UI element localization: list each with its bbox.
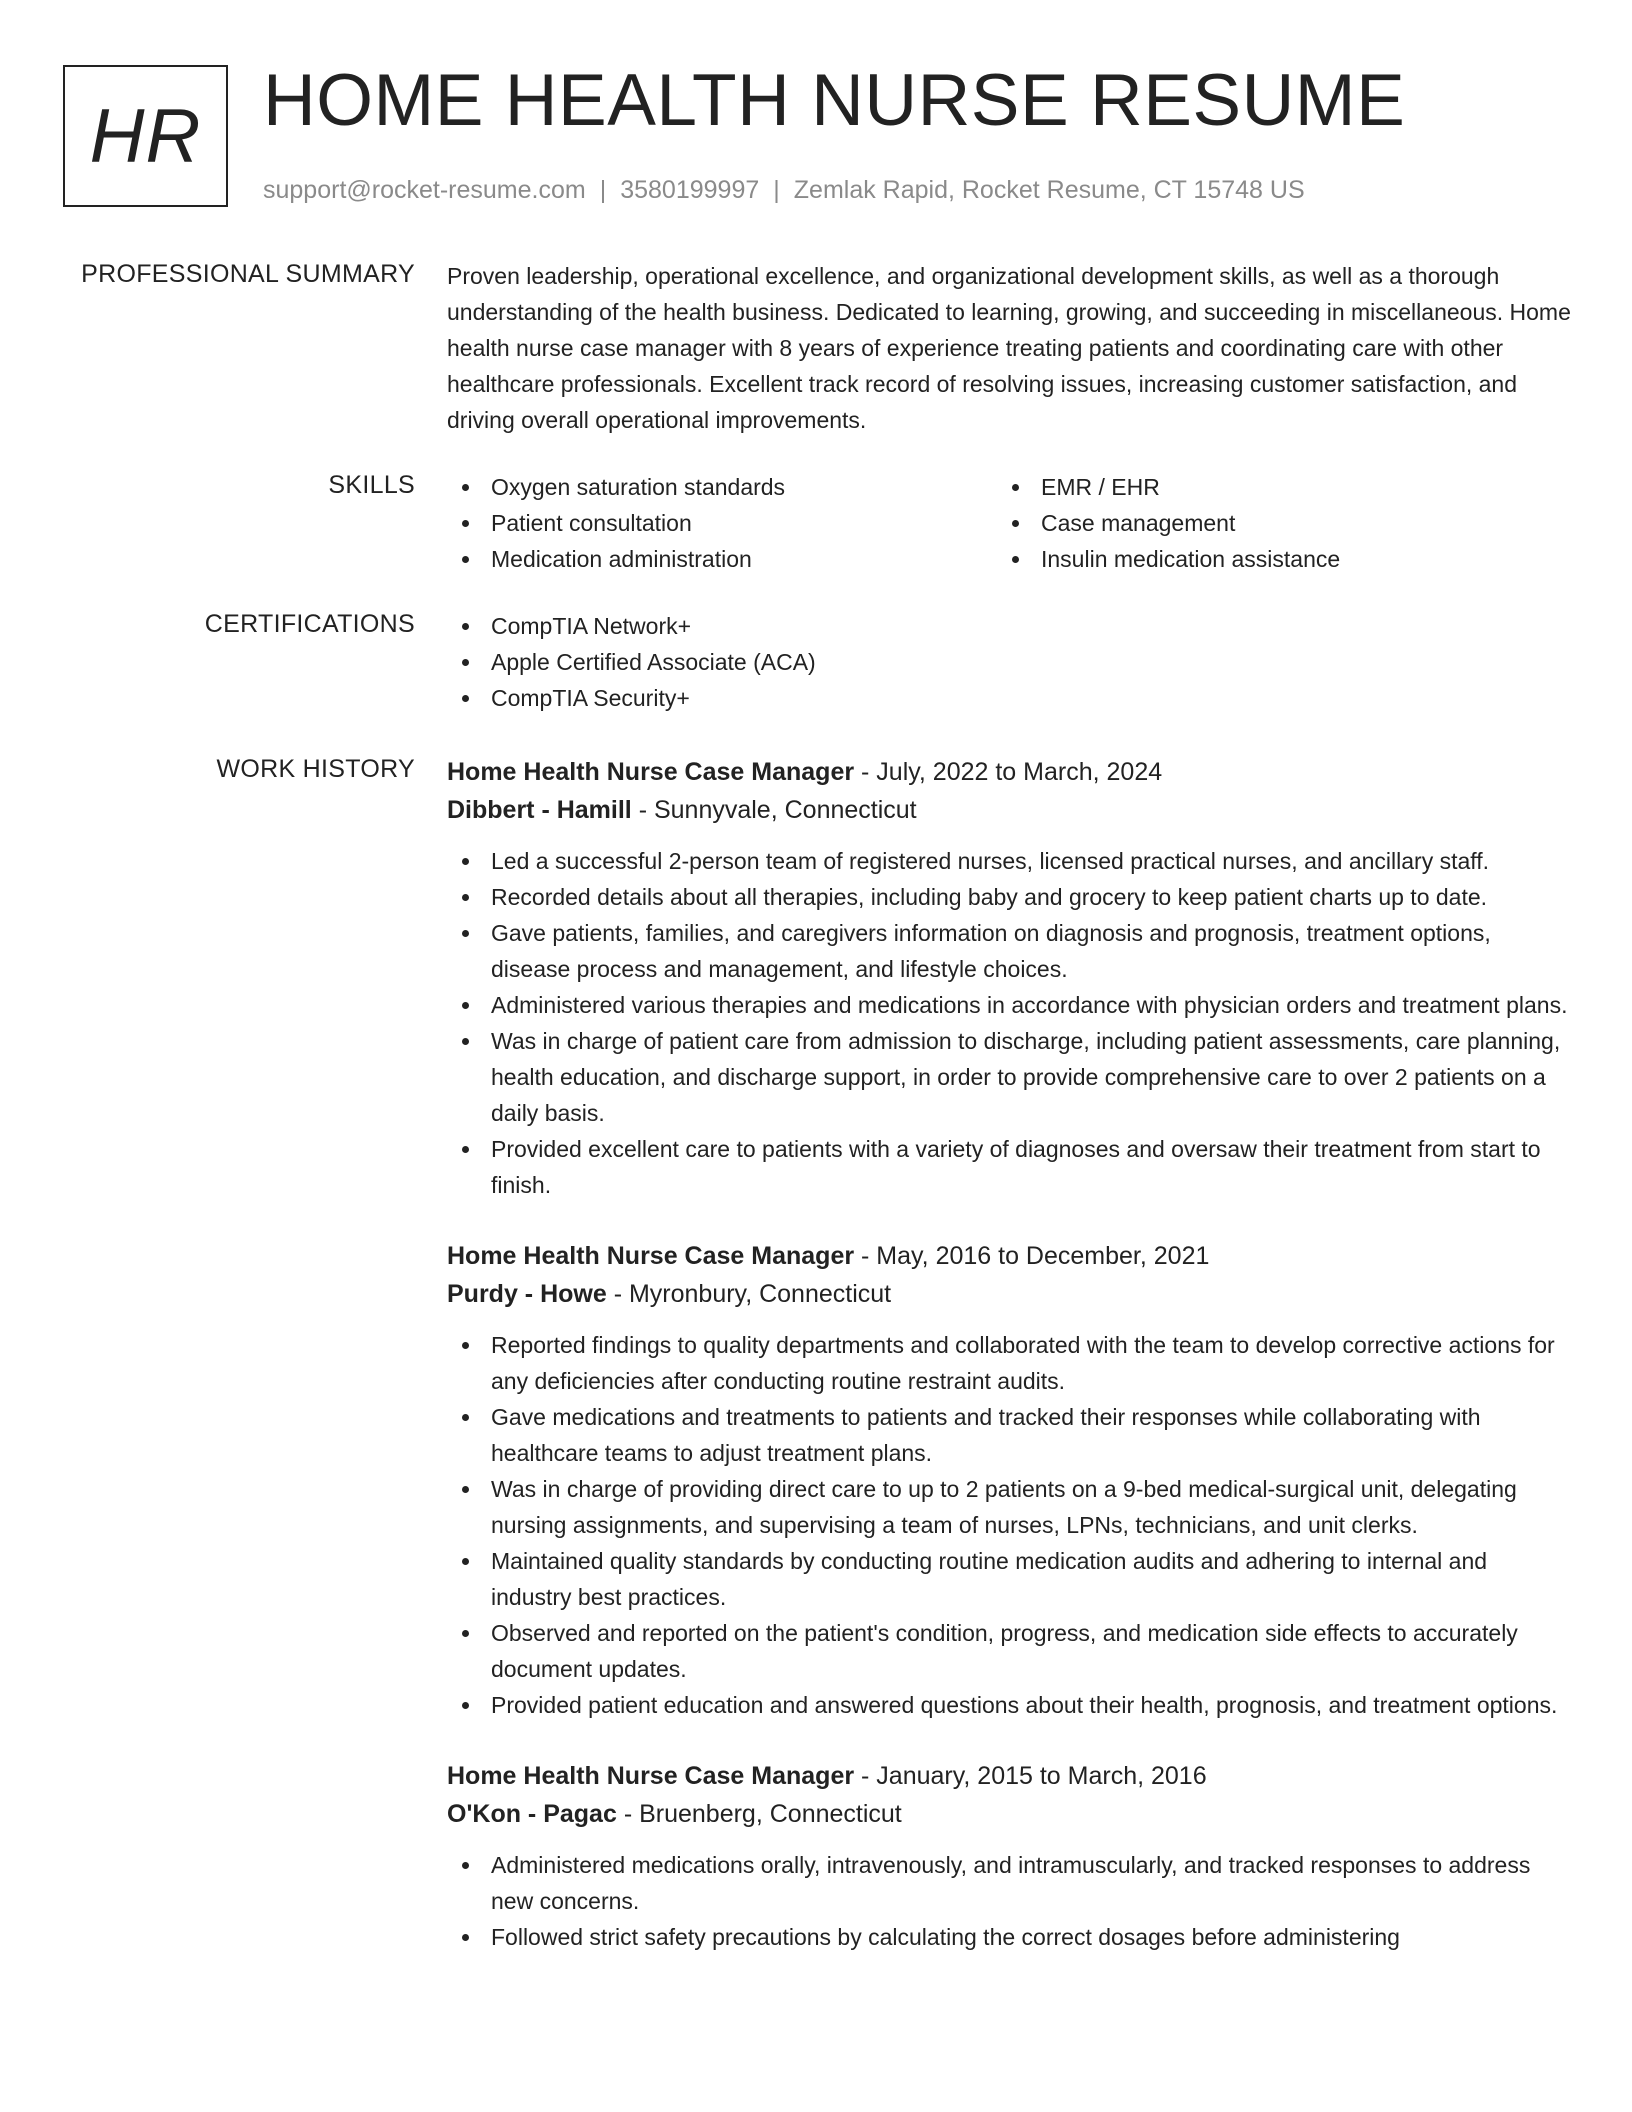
job-bullet: Administered various therapies and medications in accordance with physician orders and treatment plans. [447, 987, 1572, 1023]
job-title: Home Health Nurse Case Manager [447, 1762, 855, 1790]
job-company: Dibbert - Hamill [447, 796, 632, 824]
job-bullet: Administered medications orally, intravenously, and intramuscularly, and tracked responses to address new concerns. [447, 1847, 1572, 1919]
summary-text: Proven leadership, operational excellence, and organizational development skills, as well as a thorough understanding of the health business. Dedicated to learning, growing, and succeeding in miscellaneous. Home health nurse case manager with 8 years of experience treating patients and coordinating care with other healthcare professionals. Excellent track record of resolving issues, increasing customer satisfaction, and driving overall operational improvements. [447, 263, 1571, 433]
job-bullet: Reported findings to quality departments and collaborated with the team to develop corrective actions for any deficiencies after conducting routine restraint audits. [447, 1327, 1572, 1399]
job-title: Home Health Nurse Case Manager [447, 1242, 855, 1270]
contact-line [263, 176, 1305, 205]
contact-email[interactable]: support@rocket-resume.com [263, 176, 586, 204]
job-bullet: Gave patients, families, and caregivers information on diagnosis and prognosis, treatment options, disease process and management, and lifestyle choices. [447, 915, 1572, 987]
job-company-line [447, 791, 1572, 829]
skill-item: Insulin medication assistance [997, 541, 1547, 577]
job-bullet: Followed strict safety precautions by calculating the correct dosages before administering [447, 1919, 1572, 1955]
job-company: Purdy - Howe [447, 1280, 607, 1308]
job-entry [447, 1237, 1572, 1723]
skills-column-1 [447, 469, 997, 577]
job-bullet: Led a successful 2-person team of registered nurses, licensed practical nurses, and ancillary staff. [447, 843, 1572, 879]
work-history-heading: WORK HISTORY [216, 755, 415, 783]
skill-item: Case management [997, 505, 1547, 541]
job-dates: - July, 2022 to March, 2024 [854, 758, 1163, 786]
job-title-line [447, 1757, 1572, 1795]
job-bullet: Provided excellent care to patients with a variety of diagnoses and oversaw their treatment from start to finish. [447, 1131, 1572, 1203]
job-bullets [447, 1327, 1572, 1723]
job-bullet: Was in charge of providing direct care to up to 2 patients on a 9-bed medical-surgical unit, delegating nursing assignments, and supervising a team of nurses, LPNs, technicians, and unit clerks. [447, 1471, 1572, 1543]
job-bullet: Recorded details about all therapies, including baby and grocery to keep patient charts up to date. [447, 879, 1572, 915]
job-company-line [447, 1275, 1572, 1313]
certification-item: CompTIA Security+ [447, 680, 1572, 716]
skills-column-2 [997, 469, 1547, 577]
job-bullet: Gave medications and treatments to patients and tracked their responses while collaborating with healthcare teams to adjust treatment plans. [447, 1399, 1572, 1471]
certification-item: CompTIA Network+ [447, 608, 1572, 644]
job-bullets [447, 843, 1572, 1203]
summary-heading: PROFESSIONAL SUMMARY [81, 260, 415, 288]
skill-item: EMR / EHR [997, 469, 1547, 505]
job-dates: - January, 2015 to March, 2016 [854, 1762, 1207, 1790]
monogram-initials: HR [89, 93, 202, 179]
skills-heading: SKILLS [328, 471, 415, 499]
job-title-line [447, 1237, 1572, 1275]
contact-address: Zemlak Rapid, Rocket Resume, CT 15748 US [793, 176, 1305, 204]
job-company: O'Kon - Pagac [447, 1800, 617, 1828]
job-bullet: Observed and reported on the patient's condition, progress, and medication side effects to accurately document updates. [447, 1615, 1572, 1687]
contact-phone[interactable]: 3580199997 [620, 176, 760, 204]
job-company-line [447, 1795, 1572, 1833]
job-bullets [447, 1847, 1572, 1955]
monogram-logo [63, 65, 228, 207]
skill-item: Oxygen saturation standards [447, 469, 997, 505]
certifications-heading: CERTIFICATIONS [204, 610, 415, 638]
page-title: HOME HEALTH NURSE RESUME [263, 60, 1406, 141]
certifications-list [447, 608, 1572, 716]
job-bullet: Maintained quality standards by conducting routine medication audits and adhering to internal and industry best practices. [447, 1543, 1572, 1615]
job-entry [447, 753, 1572, 1203]
job-bullet: Was in charge of patient care from admission to discharge, including patient assessments, care planning, health education, and discharge support, in order to provide comprehensive care to over 2 patients on a daily basis. [447, 1023, 1572, 1131]
contact-separator: | [773, 176, 780, 204]
job-location: - Bruenberg, Connecticut [616, 1800, 902, 1828]
job-location: - Myronbury, Connecticut [606, 1280, 892, 1308]
contact-separator: | [599, 176, 607, 204]
job-title-line [447, 753, 1572, 791]
work-history-list [447, 753, 1572, 1989]
job-dates: - May, 2016 to December, 2021 [854, 1242, 1210, 1270]
job-entry [447, 1757, 1572, 1955]
job-location: - Sunnyvale, Connecticut [631, 796, 917, 824]
skills-list [447, 469, 1572, 577]
job-bullet: Provided patient education and answered questions about their health, prognosis, and treatment options. [447, 1687, 1572, 1723]
certification-item: Apple Certified Associate (ACA) [447, 644, 1572, 680]
resume-header [63, 60, 1583, 210]
job-title: Home Health Nurse Case Manager [447, 758, 855, 786]
skill-item: Patient consultation [447, 505, 997, 541]
skill-item: Medication administration [447, 541, 997, 577]
